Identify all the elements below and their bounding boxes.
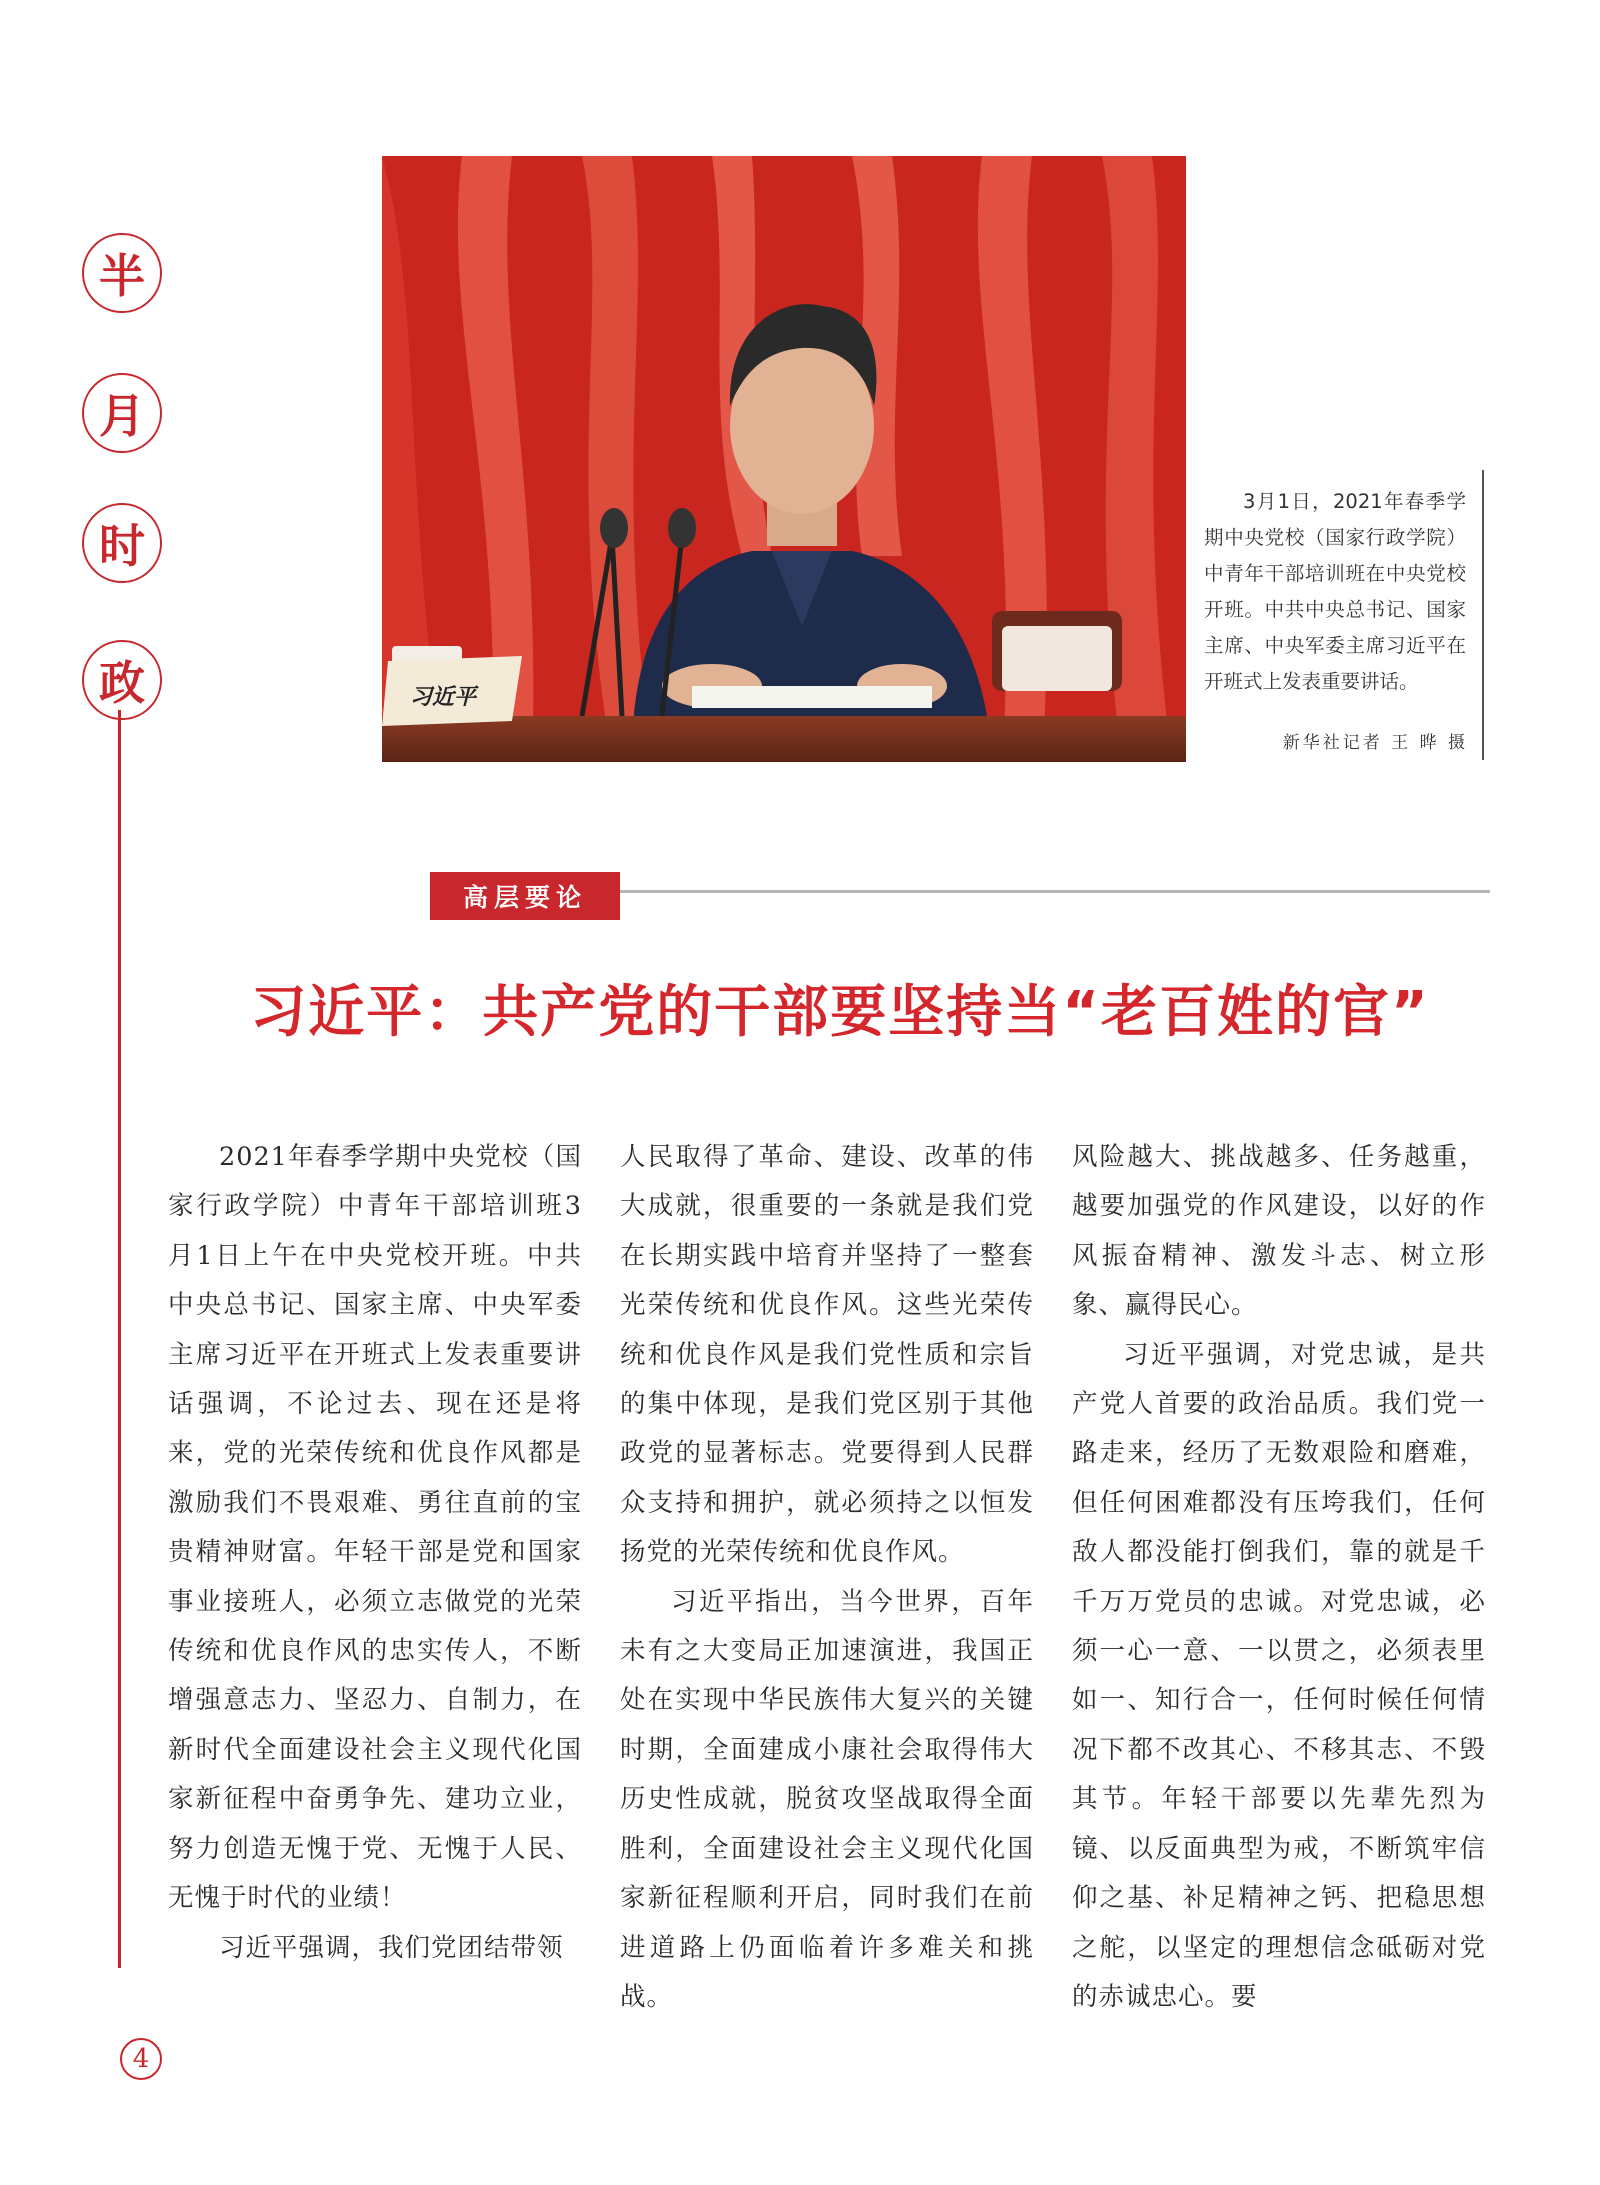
photo-credit: 新华社记者 王 晔 摄 xyxy=(1282,733,1468,753)
caption-text: 3月1日，2021年春季学期中央党校（国家行政学院）中青年干部培训班在中央党校开班。中共中央总书记、国家主席、中央军委主席习近平在开班式上发表重要讲话。 xyxy=(1204,490,1466,693)
article-title: 习近平：共产党的干部要坚持当“老百姓的官” xyxy=(250,980,1430,1045)
column-badge-char: 半 xyxy=(82,233,162,313)
paragraph: 风险越大、挑战越多、任务越重，越要加强党的作风建设，以好的作风振奋精神、激发斗志、树立形象、赢得民心。 xyxy=(1072,1142,1486,1321)
article-column-3 xyxy=(1072,1133,1486,2022)
paragraph: 习近平强调，我们党团结带领 xyxy=(219,1932,564,1963)
paragraph: 习近平强调，对党忠诚，是共产党人首要的政治品质。我们党一路走来，经历了无数艰险和磨难，但任何困难都没有压垮我们，任何敌人都没能打倒我们，靠的就是千千万万党员的忠诚。对党忠诚，必须一心一意、一以贯之，必须表里如一、知行合一，任何时候任何情况下都不改其心、不移其志、不毁其节。年轻干部要以先辈先烈为镜、以反面典型为戒，不断筑牢信仰之基、补足精神之钙、把稳思想之舵，以坚定的理想信念砥砺对党的赤诚忠心。要 xyxy=(1072,1339,1486,2012)
article-column-1 xyxy=(168,1133,582,1973)
paragraph: 习近平指出，当今世界，百年未有之大变局正加速演进，我国正处在实现中华民族伟大复兴的关键时期，全面建成小康社会取得伟大历史性成就，脱贫攻坚战取得全面胜利，全面建设社会主义现代化国家新征程顺利开启，同时我们在前进道路上仍面临着许多难关和挑战。 xyxy=(620,1586,1034,2012)
section-divider xyxy=(620,890,1490,893)
left-vertical-rule xyxy=(118,710,121,1968)
column-badge-char: 月 xyxy=(82,373,162,453)
section-tag: 高层要论 xyxy=(430,872,620,920)
column-badge-char: 时 xyxy=(82,503,162,583)
speaker-nameplate: 习近平 xyxy=(410,684,477,710)
page-number: 4 xyxy=(120,2038,162,2080)
photo-caption xyxy=(1196,470,1484,760)
paragraph: 2021年春季学期中央党校（国家行政学院）中青年干部培训班3月1日上午在中央党校开班。中共中央总书记、国家主席、中央军委主席习近平在开班式上发表重要讲话强调，不论过去、现在还是将来，党的光荣传统和优良作风都是激励我们不畏艰难、勇往直前的宝贵精神财富。年轻干部是党和国家事业接班人，必须立志做党的光荣传统和优良作风的忠实传人，不断增强意志力、坚忍力、自制力，在新时代全面建设社会主义现代化国家新征程中奋勇争先、建功立业，努力创造无愧于党、无愧于人民、无愧于时代的业绩！ xyxy=(168,1142,582,1914)
news-photo xyxy=(382,156,1186,762)
column-badge-char: 政 xyxy=(82,640,162,720)
paragraph: 人民取得了革命、建设、改革的伟大成就，很重要的一条就是我们党在长期实践中培育并坚持了一整套光荣传统和优良作风。这些光荣传统和优良作风是我们党性质和宗旨的集中体现，是我们党区别于其他政党的显著标志。党要得到人民群众支持和拥护，就必须持之以恒发扬党的光荣传统和优良作风。 xyxy=(620,1142,1034,1568)
photo-illustration xyxy=(382,156,1186,762)
article-column-2 xyxy=(620,1133,1034,2022)
